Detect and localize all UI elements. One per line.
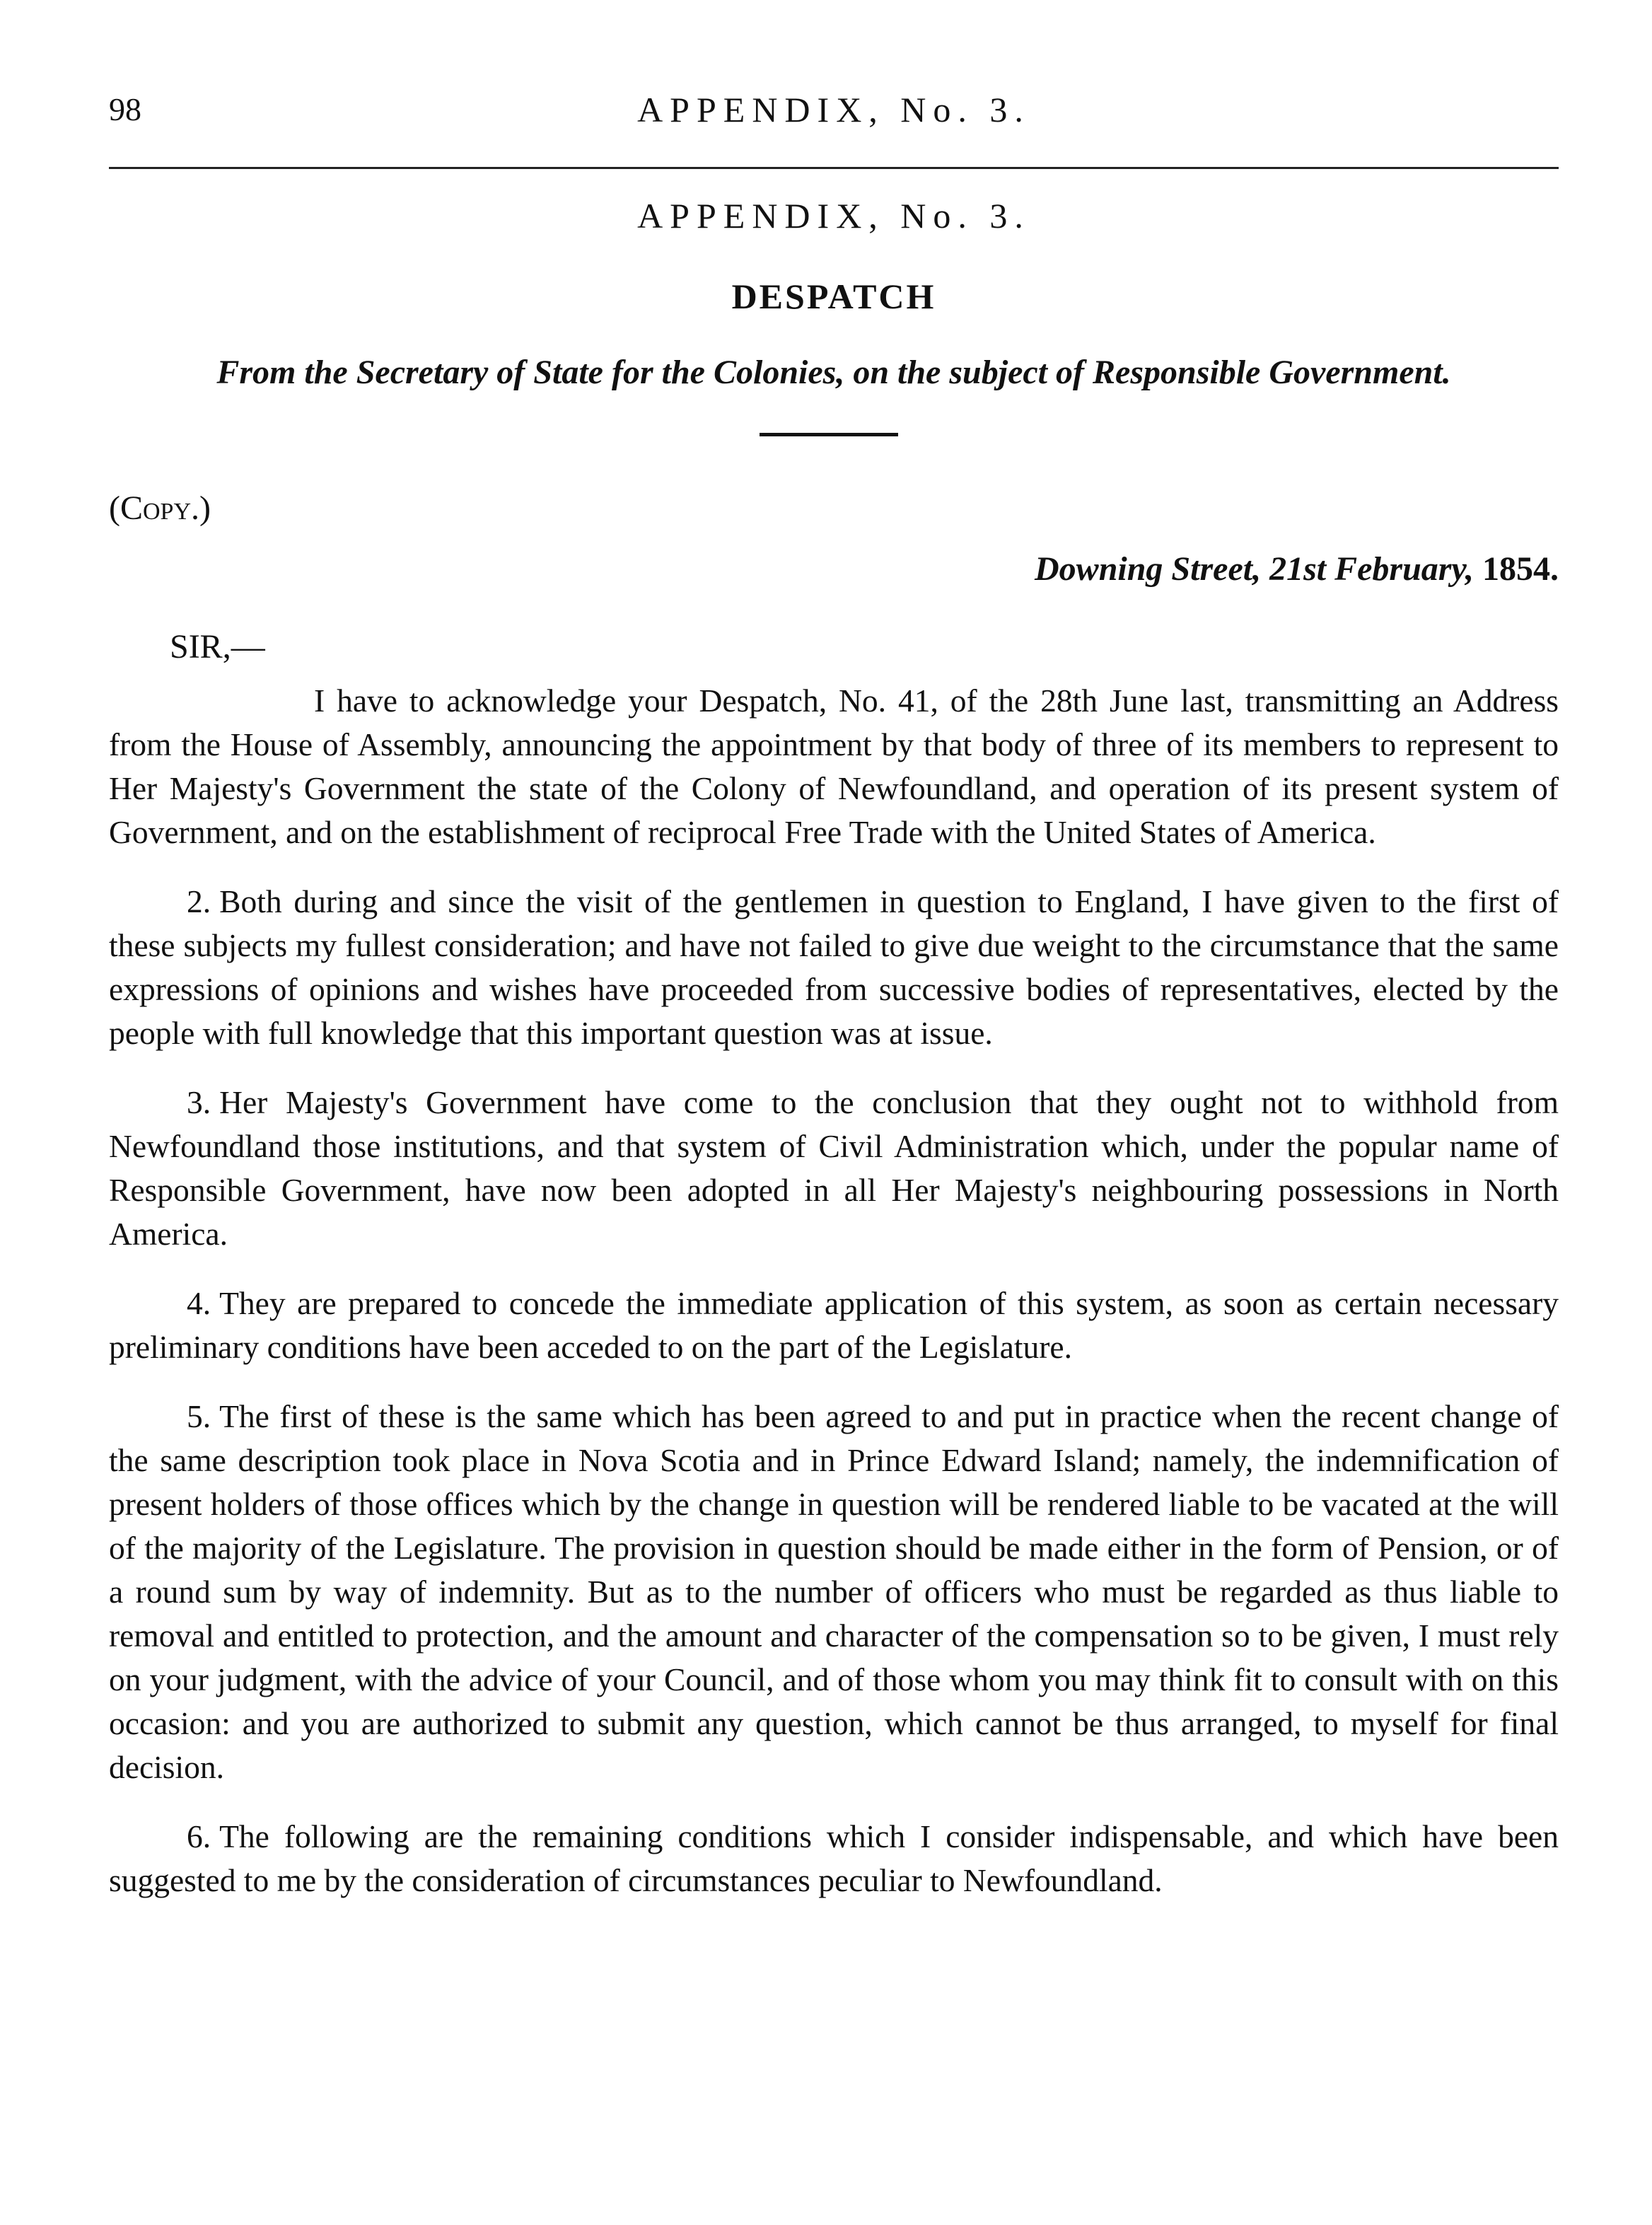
paragraph-2 (109, 880, 1559, 1055)
paragraph-text: Both during and since the visit of the gentlemen in question to England, I have given to the first of these subjects my fullest consideration; and have not failed to give due weight to the circumstance that the same expressions of opinions and wishes have proceeded from successive bodies of representatives, elected by the people with full knowledge that this important question was at issue. (109, 883, 1559, 1051)
dateline-year: 1854. (1482, 550, 1559, 588)
copy-label (109, 484, 211, 533)
copy-word: Copy (120, 489, 192, 527)
paragraph-text: Her Majesty's Government have come to the conclusion that they ought not to withhold from Newfoundland those institutions, and that system of Civil Administration which, under the popular name of Responsible Government, have now been adopted in all Her Majesty's neighbouring possessions in North America. (109, 1084, 1559, 1252)
salutation: SIR,— (170, 628, 265, 666)
paragraph-5 (109, 1395, 1559, 1789)
copy-open: ( (109, 489, 120, 527)
appendix-heading: APPENDIX, No. 3. (637, 196, 1030, 236)
header-divider (109, 167, 1559, 169)
paragraph-4 (109, 1282, 1559, 1369)
paragraph-text: The first of these is the same which has been agreed to and put in practice when the recent change of the same description took place in Nova Scotia and in Prince Edward Island; namely, the indemnification of present holders of those offices which by the change in question will be rendered liable to be vacated at the will of the majority of the Legislature. The provision in question should be made either in the form of Pension, or of a round sum by way of indemnity. But as to the number of officers who must be regarded as thus liable to removal and entitled to protection, and the amount and character of the compensation so to be given, I must rely on your judgment, with the advice of your Council, and of those whom you may think fit to consult with on this occasion: and you are authorized to submit any question, which cannot be thus arranged, to myself for final decision. (109, 1398, 1559, 1785)
section-divider (760, 433, 898, 436)
copy-close: .) (191, 489, 211, 527)
dateline-place-date: Downing Street, 21st February, (1035, 550, 1474, 588)
paragraph-number: 4. (187, 1285, 211, 1321)
letter-body (109, 679, 1559, 1928)
paragraph-number: 2. (187, 883, 211, 919)
paragraph-1 (109, 679, 1559, 854)
paragraph-text: The following are the remaining conditions which I consider indispensable, and which have been suggested to me by the consideration of circumstances peculiar to Newfoundland. (109, 1818, 1559, 1898)
running-title: APPENDIX, No. 3. (637, 90, 1030, 129)
paragraph-6 (109, 1815, 1559, 1902)
paragraph-3 (109, 1081, 1559, 1256)
paragraph-number: 6. (187, 1818, 211, 1854)
subject-line: From the Secretary of State for the Colonies, on the subject of Responsible Government. (216, 354, 1451, 391)
paragraph-number: 3. (187, 1084, 211, 1120)
dateline (1035, 545, 1559, 594)
running-head (109, 85, 1559, 134)
paragraph-number: 5. (187, 1398, 211, 1434)
paragraph-text: I have to acknowledge your Despatch, No. 41, of the 28th June last, transmitting an Address from the House of Assembly, announcing the appointment by that body of three of its members to represent to Her Majesty's Government the state of the Colony of Newfoundland, and operation of its present system of Government, and on the establishment of reciprocal Free Trade with the United States of America. (109, 682, 1559, 850)
page-number: 98 (109, 91, 141, 127)
paragraph-text: They are prepared to concede the immediate application of this system, as soon as certain necessary preliminary conditions have been acceded to on the part of the Legislature. (109, 1285, 1559, 1365)
despatch-heading: DESPATCH (731, 277, 936, 316)
